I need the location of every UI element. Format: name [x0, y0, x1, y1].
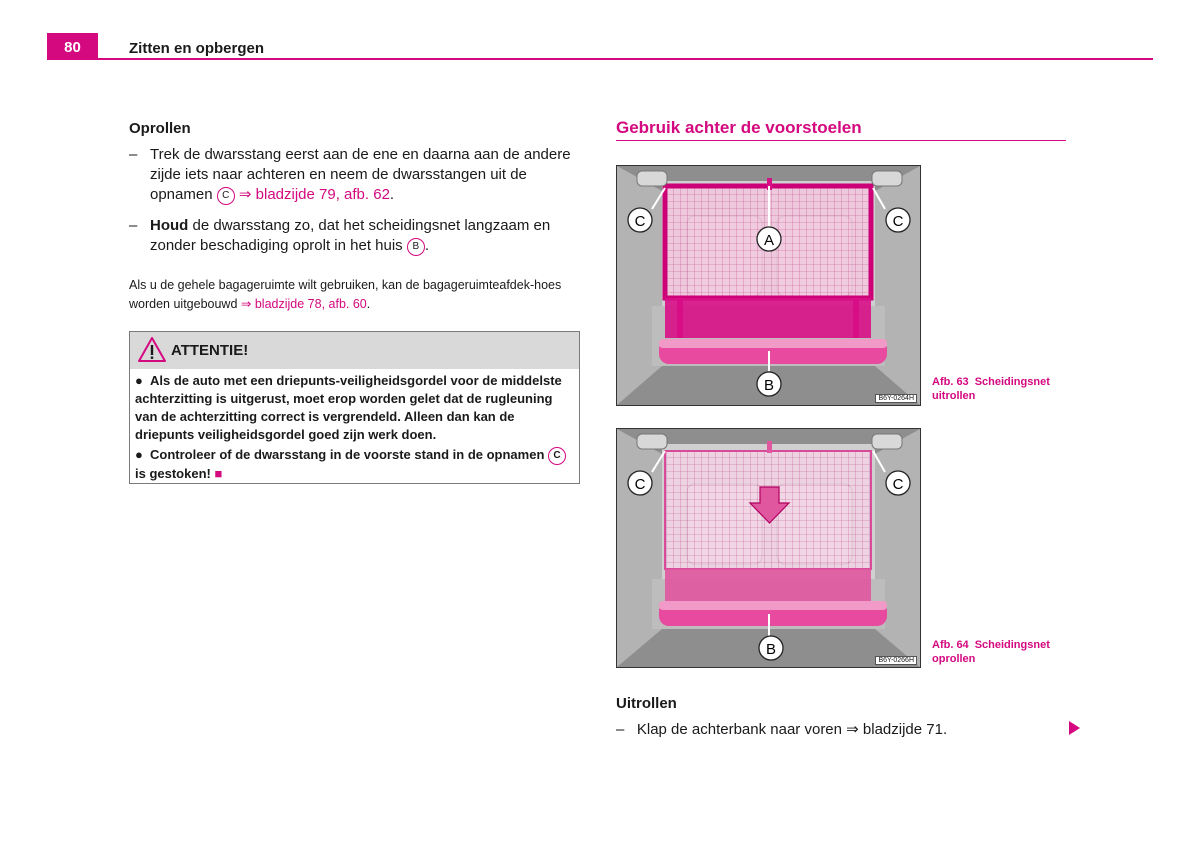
step-2 [129, 216, 589, 256]
warning-item-1: ● Als de auto met een driepunts-veiligheidsgordel voor de middelste achterzitting is uitgerust, moet erop worden gelet dat de rugleuning van de achterzitting correct is vergrendeld. Alleen dan kan de driepunts veiligheidsgordel goed zijn werk doen. [135, 373, 562, 442]
next-page-arrow-icon[interactable] [1069, 721, 1080, 735]
svg-text:C: C [892, 476, 904, 493]
warning-title: ATTENTIE! [171, 342, 249, 359]
callout-b [759, 636, 783, 660]
end-mark: ■ [214, 466, 223, 481]
chapter-title: Zitten en opbergen [129, 40, 264, 57]
callout-a [757, 227, 781, 251]
svg-text:A: A [763, 232, 775, 249]
page-link[interactable]: ⇒ bladzijde 78, afb. 60 [240, 297, 367, 311]
figure-64-caption: Afb. 64 Scheidingsnet oprollen [932, 639, 1050, 665]
figure-63-caption: Afb. 63 Scheidingsnet uitrollen [932, 376, 1050, 402]
step-1 [129, 145, 589, 205]
marker-c: C [548, 447, 566, 465]
step-dash: – [616, 721, 625, 738]
step-2-text: Houd de dwarsstang zo, dat het scheidingsnet langzaam en zonder beschadiging oprolt in het huis B . [150, 217, 551, 254]
svg-text:C: C [634, 213, 646, 230]
warning-item-2: ● Controleer of de dwarsstang in de voorste stand in de opnamen C is gestoken! ■ [135, 446, 575, 483]
warning-header [130, 332, 579, 369]
step-dash: – [129, 146, 138, 163]
callout-c-right [886, 208, 910, 232]
step-uitrollen-text: Klap de achterbank naar voren ⇒ bladzijde 71. [636, 721, 948, 738]
marker-c: C [217, 187, 235, 205]
callout-c-left [628, 208, 652, 232]
figure-63-illustration [617, 166, 920, 405]
callout-b [757, 372, 781, 396]
warning-box [129, 331, 580, 484]
marker-b: B [407, 238, 425, 256]
page-number: 80 [64, 39, 81, 56]
figure-code: B6Y-0266H [875, 656, 917, 665]
svg-text:B: B [765, 641, 777, 658]
callout-c-right [886, 471, 910, 495]
page-link[interactable]: ⇒ bladzijde 79, afb. 62 [238, 186, 390, 203]
callout-c-left [628, 471, 652, 495]
section-rule [616, 140, 1066, 141]
section-title: Gebruik achter de voorstoelen [616, 118, 862, 137]
figure-code: B6Y-0264H [875, 394, 917, 403]
svg-text:C: C [634, 476, 646, 493]
warning-triangle-icon [137, 336, 167, 368]
svg-text:B: B [763, 377, 775, 394]
step-dash: – [129, 217, 138, 234]
subheading-uitrollen: Uitrollen [616, 695, 677, 712]
header-rule [47, 58, 1153, 60]
figure-63 [616, 165, 921, 406]
figure-64 [616, 428, 921, 668]
figure-64-illustration [617, 429, 920, 667]
note-paragraph: Als u de gehele bagageruimte wilt gebruiken, kan de bagageruimteafdek-hoes worden uitgebouwd ⇒ bladzijde 78, afb. 60. [129, 278, 562, 311]
step-uitrollen [616, 720, 947, 738]
svg-text:C: C [892, 213, 904, 230]
subheading-oprollen: Oprollen [129, 120, 191, 137]
step-1-text: Trek de dwarsstang eerst aan de ene en daarna aan de andere zijde iets naar achteren en neem de dwarsstangen uit de opnamen C ⇒ bladzijde 79, afb. 62. [150, 146, 571, 203]
